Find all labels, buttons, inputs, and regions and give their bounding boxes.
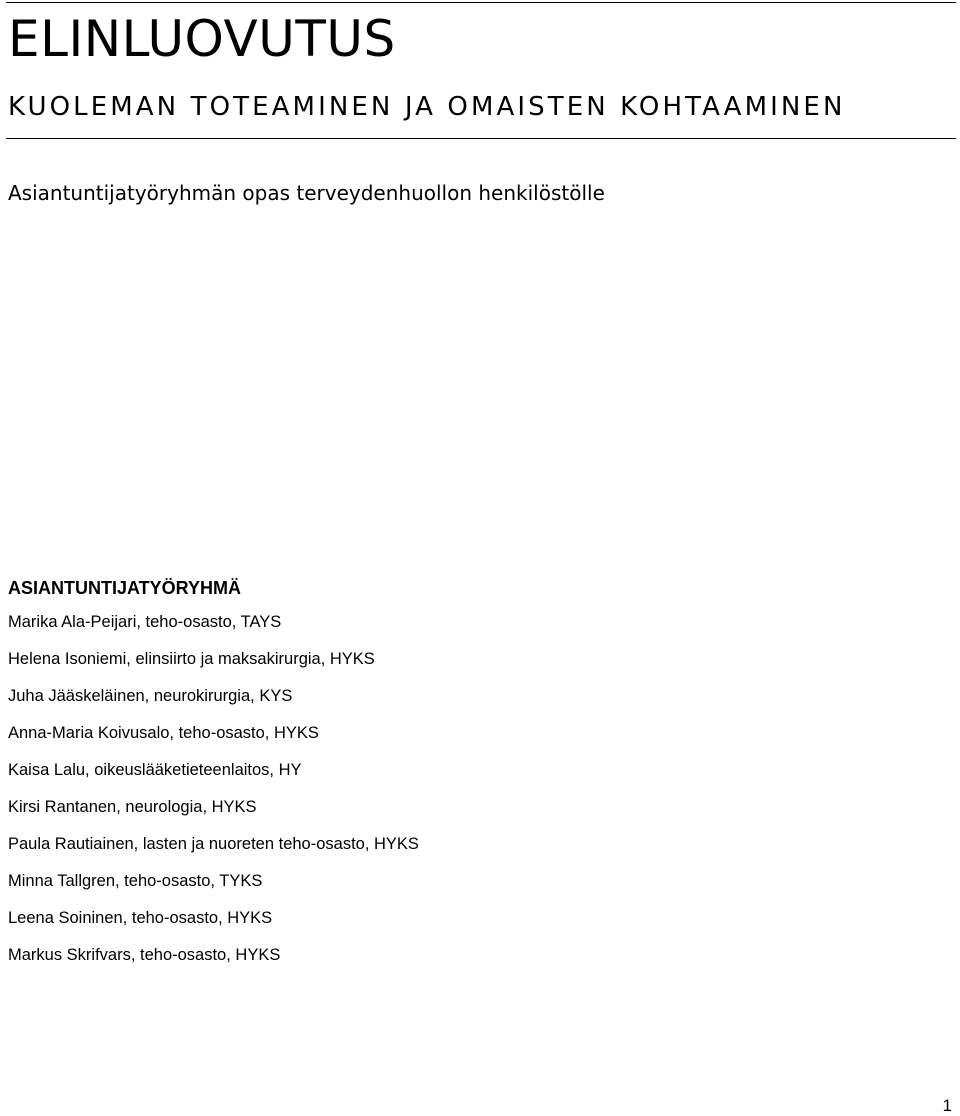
member-item: Anna-Maria Koivusalo, teho-osasto, HYKS <box>8 724 319 742</box>
member-list <box>8 612 419 965</box>
top-rule <box>6 2 956 3</box>
document-subtitle: KUOLEMAN TOTEAMINEN JA OMAISTEN KOHTAAMINEN <box>8 92 846 122</box>
working-group-section <box>8 576 419 982</box>
member-item: Minna Tallgren, teho-osasto, TYKS <box>8 872 263 890</box>
member-item: Helena Isoniemi, elinsiirto ja maksakirurgia, HYKS <box>8 650 375 668</box>
document-title: ELINLUOVUTUS <box>8 10 396 68</box>
member-item: Paula Rautiainen, lasten ja nuoreten teho-osasto, HYKS <box>8 835 419 853</box>
member-item: Marika Ala-Peijari, teho-osasto, TAYS <box>8 613 282 631</box>
member-item: Kaisa Lalu, oikeuslääketieteenlaitos, HY <box>8 761 302 779</box>
page-number: 1 <box>942 1096 952 1115</box>
member-item: Juha Jääskeläinen, neurokirurgia, KYS <box>8 687 293 705</box>
subtitle-rule <box>6 138 956 139</box>
document-tagline: Asiantuntijatyöryhmän opas terveydenhuollon henkilöstölle <box>8 181 605 205</box>
member-item: Markus Skrifvars, teho-osasto, HYKS <box>8 946 281 964</box>
member-item: Kirsi Rantanen, neurologia, HYKS <box>8 798 257 816</box>
working-group-heading: ASIANTUNTIJATYÖRYHMÄ <box>8 578 241 598</box>
member-item: Leena Soininen, teho-osasto, HYKS <box>8 909 273 927</box>
